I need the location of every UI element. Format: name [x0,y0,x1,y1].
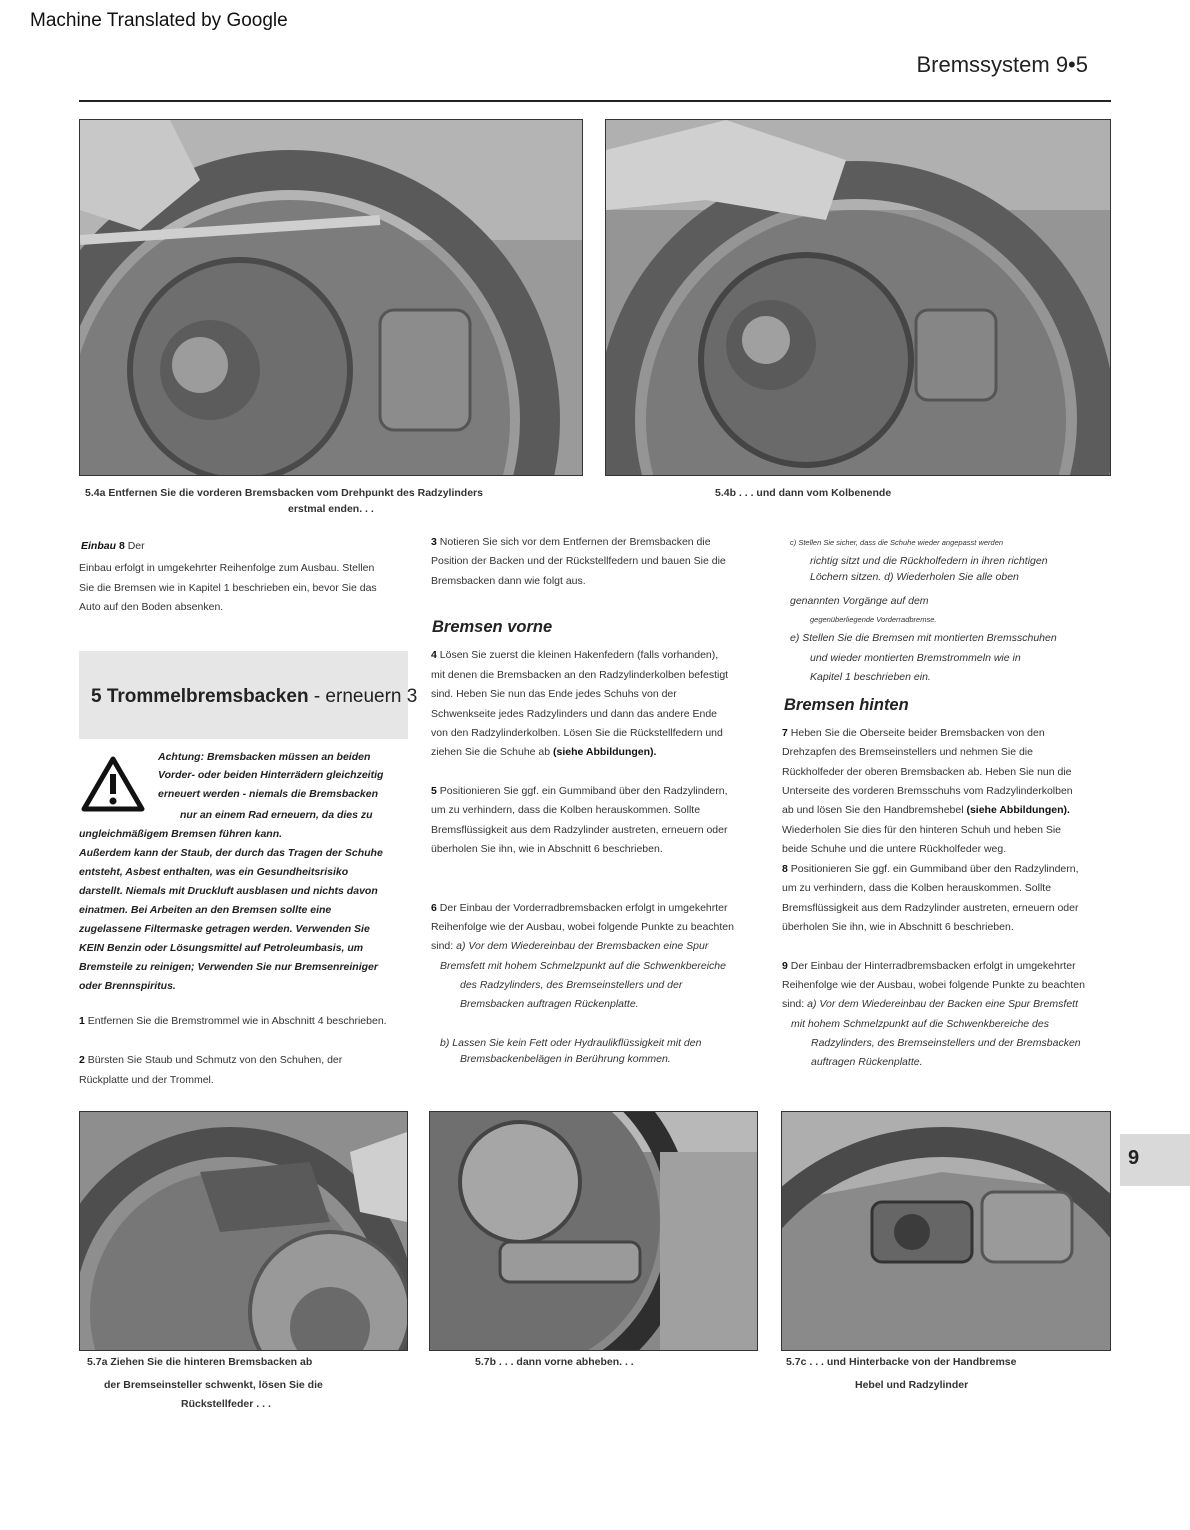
warning-line-4: nur an einem Rad erneuern, da dies zu [180,809,373,821]
step-7-line-4: Unterseite des vorderen Bremsschuhs vom Radzylinderkolben [782,785,1073,797]
step-9-number: 9 [782,960,788,972]
step-1-number: 1 [79,1015,85,1027]
step-4-line-1 [431,646,718,666]
item-c-line-2: richtig sitzt und die Rückholfedern in ihren richtigen [810,555,1048,567]
step-4-number: 4 [431,649,437,661]
einbau-line-3: Auto auf den Boden absenken. [79,601,224,613]
step-6-line-2: Reihenfolge wie der Ausbau, wobei folgende Punkte zu beachten [431,921,734,933]
item-c-line-4: genannten Vorgänge auf dem [790,595,929,607]
step-2-text: Bürsten Sie Staub und Schmutz von den Schuhen, der [87,1054,343,1066]
step-3-line-1 [431,533,711,553]
step-9-line-1 [782,957,1076,977]
step-1-text: Entfernen Sie die Bremstrommel wie in Abschnitt 4 beschrieben. [87,1015,387,1027]
warning-line-7: entsteht, Asbest enthalten, was ein Gesundheitsrisiko [79,866,349,878]
step-4-line-3: sind. Heben Sie nun das Ende jedes Schuhs von der [431,688,677,700]
einbau-label: Einbau [81,540,117,552]
step-5-line-1 [431,782,728,802]
step-4-line-4: Schwenkseite jedes Radzylinders und dann das andere Ende [431,708,718,720]
step-6-item-a: a) Vor dem Wiedereinbau der Bremsbacken eine Spur [456,940,709,952]
step-6-text: Der Einbau der Vorderradbremsbacken erfolgt in umgekehrter [439,902,728,914]
step-7-line-3: Rückholfeder der oberen Bremsbacken ab. Heben Sie nun die [782,766,1072,778]
section-title [91,686,417,708]
warning-line-9: einatmen. Bei Arbeiten an den Bremsen sollte eine [79,904,332,916]
step-6-line-6: Bremsbacken auftragen Rückenplatte. [460,998,639,1010]
step-8b-number: 8 [782,863,788,875]
step-9-sind: sind: [782,998,805,1010]
caption-5-7b: 5.7b . . . dann vorne abheben. . . [475,1356,634,1368]
step-8-line-3: Bremsflüssigkeit aus dem Radzylinder austreten, erneuern oder [782,902,1079,914]
item-c-line-5: gegenüberliegende Vorderradbremse. [810,615,937,624]
warning-line-6: Außerdem kann der Staub, der durch das Tragen der Schuhe [79,847,383,859]
photo-5-7b [429,1111,758,1351]
item-e-line-1: e) Stellen Sie die Bremsen mit montierten Bremsschuhen [790,632,1057,644]
photo-5-4a [79,119,583,476]
caption-5-7a-line1: 5.7a Ziehen Sie die hinteren Bremsbacken ab [87,1356,313,1368]
step-7-text-mid: ab und lösen Sie den Handbremshebel [782,804,964,816]
step-4-text: Lösen Sie zuerst die kleinen Hakenfedern (falls vorhanden), [439,649,719,661]
step-7-text: Heben Sie die Oberseite beider Bremsbacken von den [790,727,1045,739]
step-2-line-1 [79,1051,342,1071]
step-9-text: Der Einbau der Hinterradbremsbacken erfolgt in umgekehrter [790,960,1076,972]
einbau-line-2: Sie die Bremsen wie in Kapitel 1 beschrieben ein, bevor Sie das [79,582,377,594]
step-7-line-7: beide Schuhe und die untere Rückholfeder weg. [782,843,1007,855]
chapter-tab-label: 9 [1128,1147,1140,1169]
warning-triangle-icon [81,756,145,812]
step-7-figure-ref: (siehe Abbildungen). [966,804,1070,816]
step-8-line-1 [782,860,1079,880]
caption-5-7a-line3: Rückstellfeder . . . [181,1398,271,1410]
heading-bremsen-hinten: Bremsen hinten [784,696,909,714]
step-6-line-4: Bremsfett mit hohem Schmelzpunkt auf die Schwenkbereiche [440,960,726,972]
step-4-text-end: ziehen Sie die Schuhe ab [431,746,551,758]
heading-bremsen-vorne: Bremsen vorne [432,618,553,636]
einbau-line-1: Einbau erfolgt in umgekehrter Reihenfolge zum Ausbau. Stellen [79,562,375,574]
step-6-line-3 [431,937,708,957]
step-7-line-1 [782,724,1045,744]
item-e-line-3: Kapitel 1 beschrieben ein. [810,671,931,683]
step-8-text: Positionieren Sie ggf. ein Gummiband über den Radzylindern, [790,863,1079,875]
item-c-line-3: Löchern sitzen. d) Wiederholen Sie alle oben [810,571,1019,583]
step-1 [79,1012,387,1032]
header-rule [79,100,1111,102]
photo-5-4b [605,119,1111,476]
warning-line-13: oder Brennspiritus. [79,980,176,992]
step-5-line-3: Bremsflüssigkeit aus dem Radzylinder austreten, erneuern oder [431,824,728,836]
step-5-line-2: um zu verhindern, dass die Kolben herauskommen. Sollte [431,804,701,816]
caption-5-7a-line2: der Bremseinsteller schwenkt, lösen Sie die [104,1379,323,1391]
step-7-line-6: Wiederholen Sie dies für den hinteren Schuh und heben Sie [782,824,1062,836]
step-2-line-2: Rückplatte und der Trommel. [79,1074,214,1086]
einbau-intro [81,537,145,557]
warning-line-12: Bremsteile zu reinigen; Verwenden Sie nur Bremsenreiniger [79,961,378,973]
caption-5-7c-line1: 5.7c . . . und Hinterbacke von der Handbremse [786,1356,1017,1368]
step-3-number: 3 [431,536,437,548]
step-9-item-a: a) Vor dem Wiedereinbau der Backen eine Spur Bremsfett [807,998,1079,1010]
step-4-line-6 [431,743,656,763]
step-6-line-5: des Radzylinders, des Bremseinstellers und der [460,979,683,991]
chapter-tab [1120,1134,1190,1186]
step-9-line-5: Radzylinders, des Bremseinstellers und der Bremsbacken [811,1037,1081,1049]
step-6-number: 6 [431,902,437,914]
step-2-number: 2 [79,1054,85,1066]
step-9-line-3 [782,995,1078,1015]
einbau-der: Der [127,540,145,552]
step-6-line-1 [431,899,728,919]
step-9-line-4: mit hohem Schmelzpunkt auf die Schwenkbereiche des [791,1018,1049,1030]
step-8-line-4: überholen Sie ihn, wie in Abschnitt 6 beschrieben. [782,921,1014,933]
step-3-text: Notieren Sie sich vor dem Entfernen der Bremsbacken die [439,536,711,548]
warning-line-1: Achtung: Bremsbacken müssen an beiden [158,751,371,763]
caption-5-4a-line1: 5.4a Entfernen Sie die vorderen Bremsbacken vom Drehpunkt des Radzylinders [85,487,483,499]
section-title-suffix: - erneuern 3 [313,686,418,707]
caption-5-7c-line2: Hebel und Radzylinder [855,1379,969,1391]
warning-line-5: ungleichmäßigem Bremsen führen kann. [79,828,283,840]
step-7-line-5 [782,801,1070,821]
warning-line-8: darstellt. Niemals mit Druckluft ausblasen und nichts davon [79,885,378,897]
step-5-line-4: überholen Sie ihn, wie in Abschnitt 6 beschrieben. [431,843,663,855]
page-header-title: Bremssystem 9•5 [916,52,1088,77]
step-9-line-6: auftragen Rückenplatte. [811,1056,923,1068]
step-5-text: Positionieren Sie ggf. ein Gummiband über den Radzylindern, [439,785,728,797]
step-9-line-2: Reihenfolge wie der Ausbau, wobei folgende Punkte zu beachten [782,979,1085,991]
warning-line-2: Vorder- oder beiden Hinterrädern gleichzeitig [158,769,384,781]
step-4-line-2: mit denen die Bremsbacken an den Radzylinderkolben befestigt [431,669,729,681]
step-3-line-2: Position der Backen und der Rückstellfedern und bauen Sie die [431,555,726,567]
step-3-line-3: Bremsbacken dann wie folgt aus. [431,575,586,587]
step-4-line-5: von den Radzylinderkolben. Lösen Sie die Rückstellfedern und [431,727,723,739]
step-7-line-2: Drehzapfen des Bremseinstellers und nehmen Sie die [782,746,1033,758]
step-8-line-2: um zu verhindern, dass die Kolben herauskommen. Sollte [782,882,1052,894]
step-8-number: 8 [118,540,125,552]
section-title-main: 5 Trommelbremsbacken [91,686,309,707]
step-6-item-b-line-1: b) Lassen Sie kein Fett oder Hydraulikflüssigkeit mit den [440,1037,702,1049]
photo-5-7a [79,1111,408,1351]
photo-5-7c [781,1111,1111,1351]
caption-5-4b: 5.4b . . . und dann vom Kolbenende [715,487,892,499]
caption-5-4a-line2: erstmal enden. . . [288,503,374,515]
item-c-line-1: c) Stellen Sie sicher, dass die Schuhe wieder angepasst werden [790,538,1004,547]
step-6-sind: sind: [431,940,454,952]
warning-line-10: zugelassene Filtermaske getragen werden. Verwenden Sie [79,923,370,935]
step-4-figure-ref: (siehe Abbildungen). [553,746,657,758]
step-6-item-b-line-2: Bremsbackenbelägen in Berührung kommen. [460,1053,671,1065]
step-7-number: 7 [782,727,788,739]
machine-translated-label: Machine Translated by Google [30,10,288,31]
warning-line-3: erneuert werden - niemals die Bremsbacken [158,788,379,800]
step-5-number: 5 [431,785,437,797]
warning-line-11: KEIN Benzin oder Lösungsmittel auf Petroleumbasis, um [79,942,364,954]
item-e-line-2: und wieder montierten Bremstrommeln wie in [810,652,1021,664]
